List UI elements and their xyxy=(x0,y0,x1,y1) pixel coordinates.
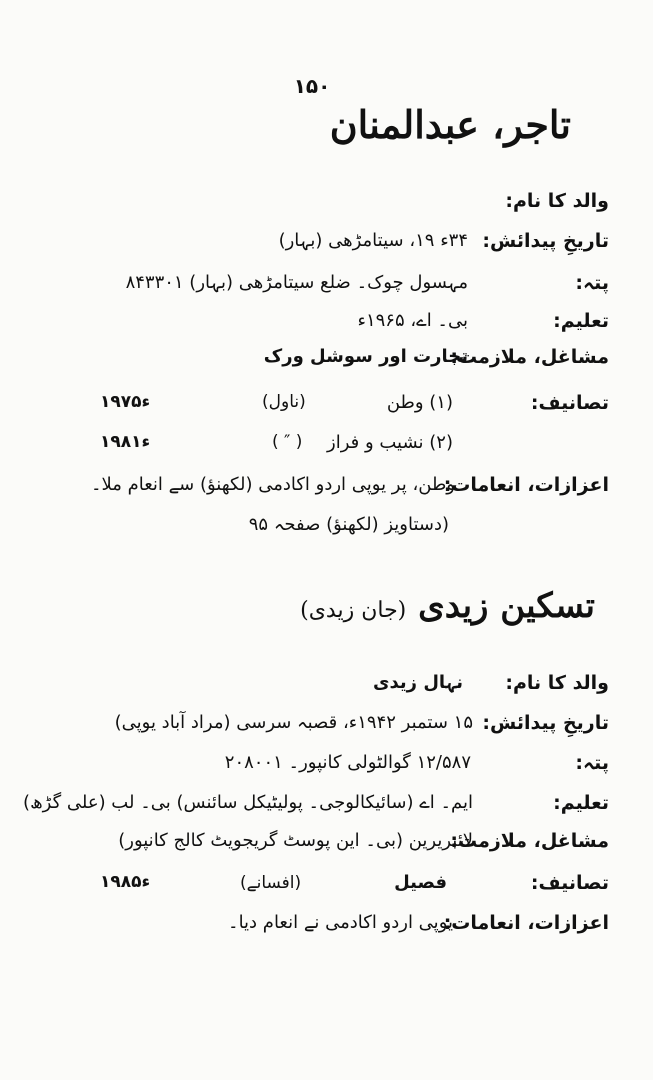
father-value: نہال زیدی xyxy=(373,672,463,693)
entry-2-alias: (جان زیدی) xyxy=(300,598,407,623)
awards-label: اعزازات، انعامات: xyxy=(443,912,609,934)
work-title: فصیل xyxy=(394,872,447,893)
entry-1-father-row xyxy=(0,190,653,224)
entry-1-works-row-2 xyxy=(0,432,653,466)
entry-1-name: تاجر، عبدالمنان xyxy=(329,102,571,147)
awards-value: یوپی اردو اکادمی نے انعام دیا۔ xyxy=(228,912,453,933)
education-value: بی۔ اے، ۱۹۶۵ء xyxy=(357,310,468,331)
work-year: ۱۹۷۵ء xyxy=(100,392,151,412)
work-kind: ( ″ ) xyxy=(272,432,303,452)
work-title: (۲) نشیب و فراز xyxy=(327,432,453,453)
awards-value: وطن، پر یوپی اردو اکادمی (لکھنؤ) سے انعام ملا۔ xyxy=(90,474,455,495)
entry-1-works-row-1 xyxy=(0,392,653,426)
occupation-label: مشاغل، ملازمت: xyxy=(450,346,609,368)
birth-label: تاریخِ پیدائش: xyxy=(482,712,609,734)
entry-1-awards-row xyxy=(0,474,653,508)
education-label: تعلیم: xyxy=(553,310,609,332)
entry-2-works-row-1 xyxy=(0,872,653,906)
entry-2-name: تسکین زیدی xyxy=(418,586,595,626)
address-value: مہسول چوک۔ ضلع سیتامڑھی (بہار) ۸۴۳۳۰۱ xyxy=(125,272,468,293)
address-label: پتہ: xyxy=(575,752,609,774)
work-year: ۱۹۸۱ء xyxy=(100,432,151,452)
works-label: تصانیف: xyxy=(530,392,609,414)
entry-1-source-row xyxy=(0,514,653,548)
page-number: ۱۵۰ xyxy=(293,74,331,98)
birth-label: تاریخِ پیدائش: xyxy=(482,230,609,252)
entry-2-education-row xyxy=(0,792,653,826)
birth-value: ۳۴ء ۱۹، سیتامڑھی (بہار) xyxy=(278,230,468,251)
occupation-value: تجارت اور سوشل ورک xyxy=(263,346,468,367)
entry-2-father-row xyxy=(0,672,653,706)
work-kind: (افسانے) xyxy=(240,873,302,893)
entry-2-birth-row xyxy=(0,712,653,746)
work-year: ۱۹۸۵ء xyxy=(100,872,151,892)
occupation-value: لائبریرین (بی۔ این پوسٹ گریجویٹ کالج کانپور) xyxy=(118,830,473,851)
entry-1-birth-row xyxy=(0,230,653,264)
works-label: تصانیف: xyxy=(530,872,609,894)
work-kind: (ناول) xyxy=(262,392,306,412)
education-label: تعلیم: xyxy=(553,792,609,814)
father-label: والد کا نام: xyxy=(505,190,609,212)
education-value: ایم۔ اے (سائیکالوجی۔ پولیٹیکل سائنس) بی۔ لب (علی گڑھ) xyxy=(23,792,473,813)
entry-2-occupation-row xyxy=(0,830,653,864)
entry-2-awards-row xyxy=(0,912,653,946)
entry-1-occupation-row xyxy=(0,346,653,380)
occupation-label: مشاغل، ملازمت: xyxy=(450,830,609,852)
entry-2-name-line xyxy=(300,586,595,626)
address-label: پتہ: xyxy=(575,272,609,294)
entry-2-address-row xyxy=(0,752,653,786)
entry-1-education-row xyxy=(0,310,653,344)
work-title: (۱) وطن xyxy=(386,392,453,413)
father-label: والد کا نام: xyxy=(505,672,609,694)
birth-value: ۱۵ ستمبر ۱۹۴۲ء، قصبہ سرسی (مراد آباد یوپی) xyxy=(114,712,473,733)
address-value: ۱۲/۵۸۷ گوالٹولی کانپور۔ ۲۰۸۰۰۱ xyxy=(224,752,471,773)
source-citation: (دستاویز (لکھنؤ) صفحہ ۹۵ xyxy=(248,514,449,535)
awards-label: اعزازات، انعامات: xyxy=(443,474,609,496)
entry-1-address-row xyxy=(0,272,653,306)
